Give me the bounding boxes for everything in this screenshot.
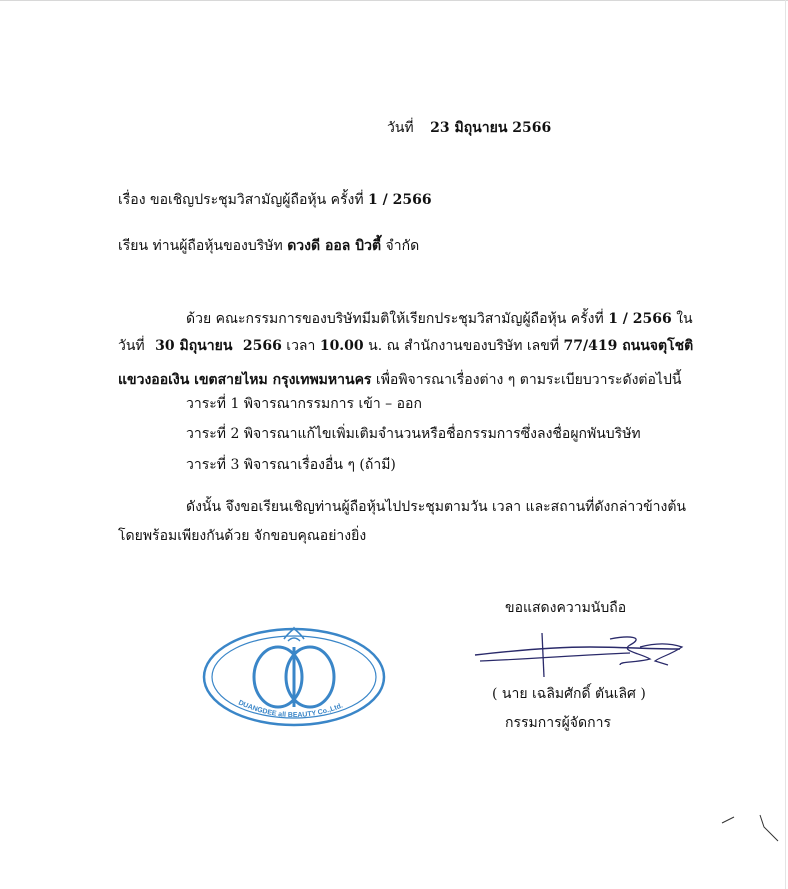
body-text: น. ณ สำนักงานของบริษัท เลขที่ xyxy=(368,338,560,354)
seal-text: DUANGDEE all BEAUTY Co.,Ltd. xyxy=(237,699,344,720)
letter-subject xyxy=(118,190,432,210)
recipient-company: ดวงดี ออล บิวตี้ xyxy=(287,238,382,254)
subject-label: เรื่อง xyxy=(118,192,146,208)
meeting-date: 30 มิถุนายน xyxy=(155,338,233,354)
agenda-item: วาระที่ 3 พิจารณาเรื่องอื่น ๆ (ถ้ามี) xyxy=(186,457,396,473)
signer-name: ( นาย เฉลิมศักดิ์ ตันเลิศ ) xyxy=(492,686,646,702)
body-text: เพื่อพิจารณาเรื่องต่าง ๆ ตามระเบียบวาระดังต่อไปนี้ xyxy=(375,372,682,388)
body-line-2 xyxy=(118,336,693,356)
closing-line-1: ดังนั้น จึงขอเรียนเชิญท่านผู้ถือหุ้นไปประชุมตามวัน เวลา และสถานที่ดังกล่าวข้างต้น xyxy=(186,499,687,515)
body-line-1 xyxy=(186,309,693,329)
body-text: ใน xyxy=(676,311,693,327)
recipient-label: เรียน xyxy=(118,238,149,254)
closing-line-2: โดยพร้อมเพียงกันด้วย จักขอบคุณอย่างยิ่ง xyxy=(118,528,367,544)
meeting-time: 10.00 xyxy=(319,338,364,354)
agenda-item: วาระที่ 1 พิจารณากรรมการ เข้า – ออก xyxy=(186,396,422,412)
stray-pen-mark xyxy=(720,805,780,855)
signer-title: กรรมการผู้จัดการ xyxy=(505,715,611,731)
signature xyxy=(470,625,700,680)
page-edge-top xyxy=(0,0,788,1)
letter-date xyxy=(387,118,551,138)
recipient-suffix: จำกัด xyxy=(385,238,420,254)
body-meeting-number: 1 / 2566 xyxy=(608,311,672,327)
date-label: วันที่ xyxy=(387,120,414,136)
body-text: วันที่ xyxy=(118,338,145,354)
body-text: ด้วย คณะกรรมการของบริษัทมีมติให้เรียกประชุมวิสามัญผู้ถือหุ้น ครั้งที่ xyxy=(186,311,604,327)
meeting-district: แขวงออเงิน เขตสายไหม กรุงเทพมหานคร xyxy=(118,372,372,388)
page-edge-right xyxy=(785,0,786,889)
meeting-address: 77/419 ถนนจตุโชติ xyxy=(563,338,694,354)
meeting-year: 2566 xyxy=(242,338,282,354)
date-value: 23 มิถุนายน 2566 xyxy=(430,120,552,136)
subject-number: 1 / 2566 xyxy=(368,192,432,208)
regards-text: ขอแสดงความนับถือ xyxy=(505,600,627,616)
agenda-item: วาระที่ 2 พิจารณาแก้ไขเพิ่มเติมจำนวนหรือชื่อกรรมการซึ่งลงชื่อผูกพันบริษัท xyxy=(186,426,641,442)
recipient-text: ท่านผู้ถือหุ้นของบริษัท xyxy=(152,238,283,254)
body-line-3 xyxy=(118,370,681,390)
company-seal xyxy=(200,625,388,729)
letter-recipient xyxy=(118,236,419,256)
body-text: เวลา xyxy=(286,338,316,354)
subject-text: ขอเชิญประชุมวิสามัญผู้ถือหุ้น ครั้งที่ xyxy=(150,192,364,208)
